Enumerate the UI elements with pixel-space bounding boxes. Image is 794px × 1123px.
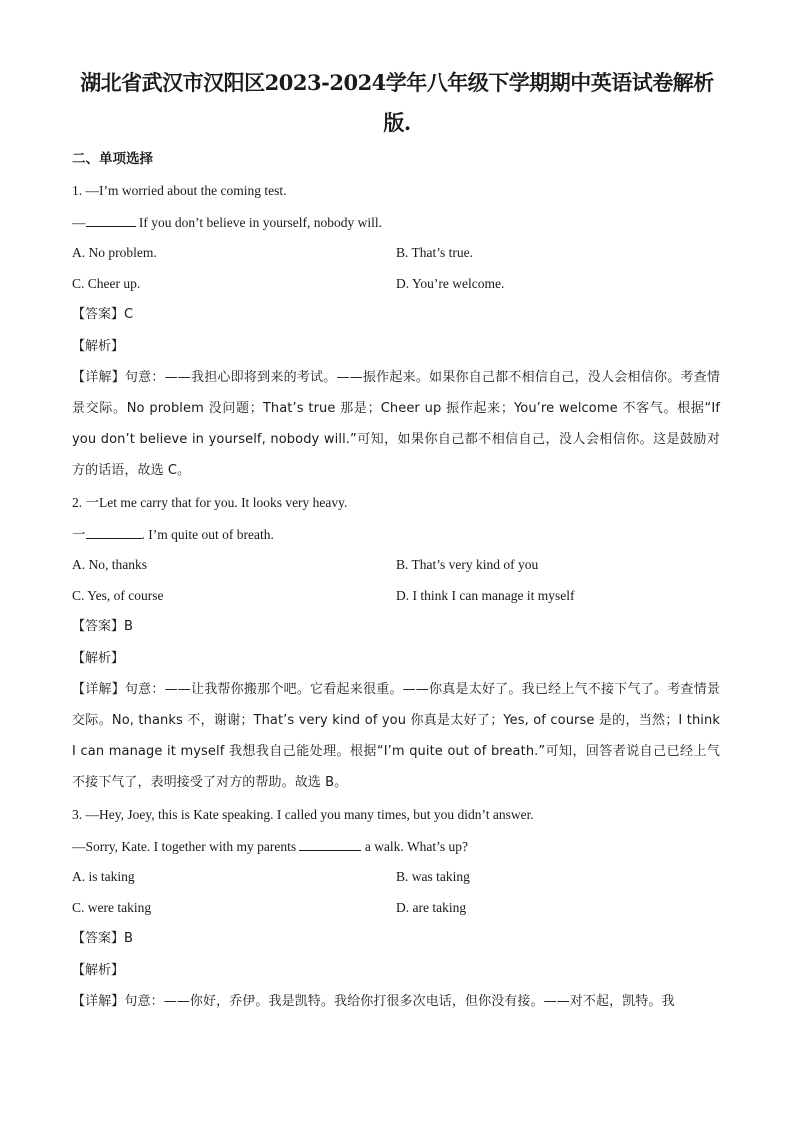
- question-3-option-d: D. are taking: [396, 900, 467, 915]
- document-title-line-1: 湖北省武汉市汉阳区2023-2024学年八年级下学期期中英语试卷解析: [80, 70, 714, 95]
- question-2-detail: 【详解】句意：——让我帮你搬那个吧。它看起来很重。——你真是太好了。我已经上气不接下气了。考查情景交际。No, thanks 不，谢谢；That’s very kind of you 你真是太好了；Yes, of course 是的，当然；I think I can manage it myself 我想我自己能处理。根据“I’m quite out of breath.”可知，回答者说自己已经上气不接下气了，表明接受了对方的帮助。故选 B。: [72, 682, 720, 790]
- question-3-analysis-label: 【解析】: [72, 963, 125, 978]
- document-title-line-2: 版.: [383, 110, 411, 135]
- answer-blank: [299, 836, 361, 851]
- answer-blank: [86, 524, 142, 539]
- question-3-option-a: A. is taking: [72, 869, 135, 884]
- question-3-option-c: C. were taking: [72, 900, 152, 915]
- question-3-detail: 【详解】句意：——你好，乔伊。我是凯特。我给你打很多次电话，但你没有接。——对不起，凯特。我: [72, 994, 675, 1009]
- question-3-reply: [72, 836, 468, 857]
- question-2-analysis-label: 【解析】: [72, 651, 125, 666]
- question-2-reply: [72, 524, 274, 545]
- question-1-answer: 【答案】C: [72, 307, 134, 322]
- section-heading: 二、单项选择: [72, 151, 153, 167]
- question-2-option-a: A. No, thanks: [72, 557, 147, 572]
- question-2-option-d: D. I think I can manage it myself: [396, 588, 575, 603]
- question-2-option-b: B. That’s very kind of you: [396, 557, 539, 572]
- reply-text: a walk. What’s up?: [361, 839, 469, 854]
- reply-text: . I’m quite out of breath.: [141, 527, 274, 542]
- question-1-detail: 【详解】句意：——我担心即将到来的考试。——振作起来。如果你自己都不相信自己，没人会相信你。考查情景交际。No problem 没问题；That’s true 那是；Cheer up 振作起来；You’re welcome 不客气。根据“If you don’t believe in yourself, nobody will.”可知，如果你自己都不相信自己，没人会相信你。这是鼓励对方的话语，故选 C。: [72, 370, 720, 478]
- question-2-answer: 【答案】B: [72, 619, 133, 634]
- reply-dash: —: [72, 215, 86, 230]
- reply-dash: 一: [72, 527, 86, 542]
- question-1-option-d: D. You’re welcome.: [396, 276, 505, 291]
- question-3-answer: 【答案】B: [72, 931, 133, 946]
- question-1-option-c: C. Cheer up.: [72, 276, 141, 291]
- question-2-stem: 2. 一Let me carry that for you. It looks very heavy.: [72, 495, 348, 510]
- question-1-option-a: A. No problem.: [72, 245, 157, 260]
- answer-blank: [86, 212, 136, 227]
- question-1-stem: 1. —I’m worried about the coming test.: [72, 183, 287, 198]
- question-1-analysis-label: 【解析】: [72, 339, 125, 354]
- question-1-reply: [72, 212, 382, 233]
- reply-text: If you don’t believe in yourself, nobody will.: [135, 215, 382, 230]
- question-3-stem: 3. —Hey, Joey, this is Kate speaking. I called you many times, but you didn’t answer.: [72, 807, 534, 822]
- question-2-option-c: C. Yes, of course: [72, 588, 164, 603]
- question-3-option-b: B. was taking: [396, 869, 470, 884]
- reply-text-start: —Sorry, Kate. I together with my parents: [72, 839, 300, 854]
- question-1-option-b: B. That’s true.: [396, 245, 473, 260]
